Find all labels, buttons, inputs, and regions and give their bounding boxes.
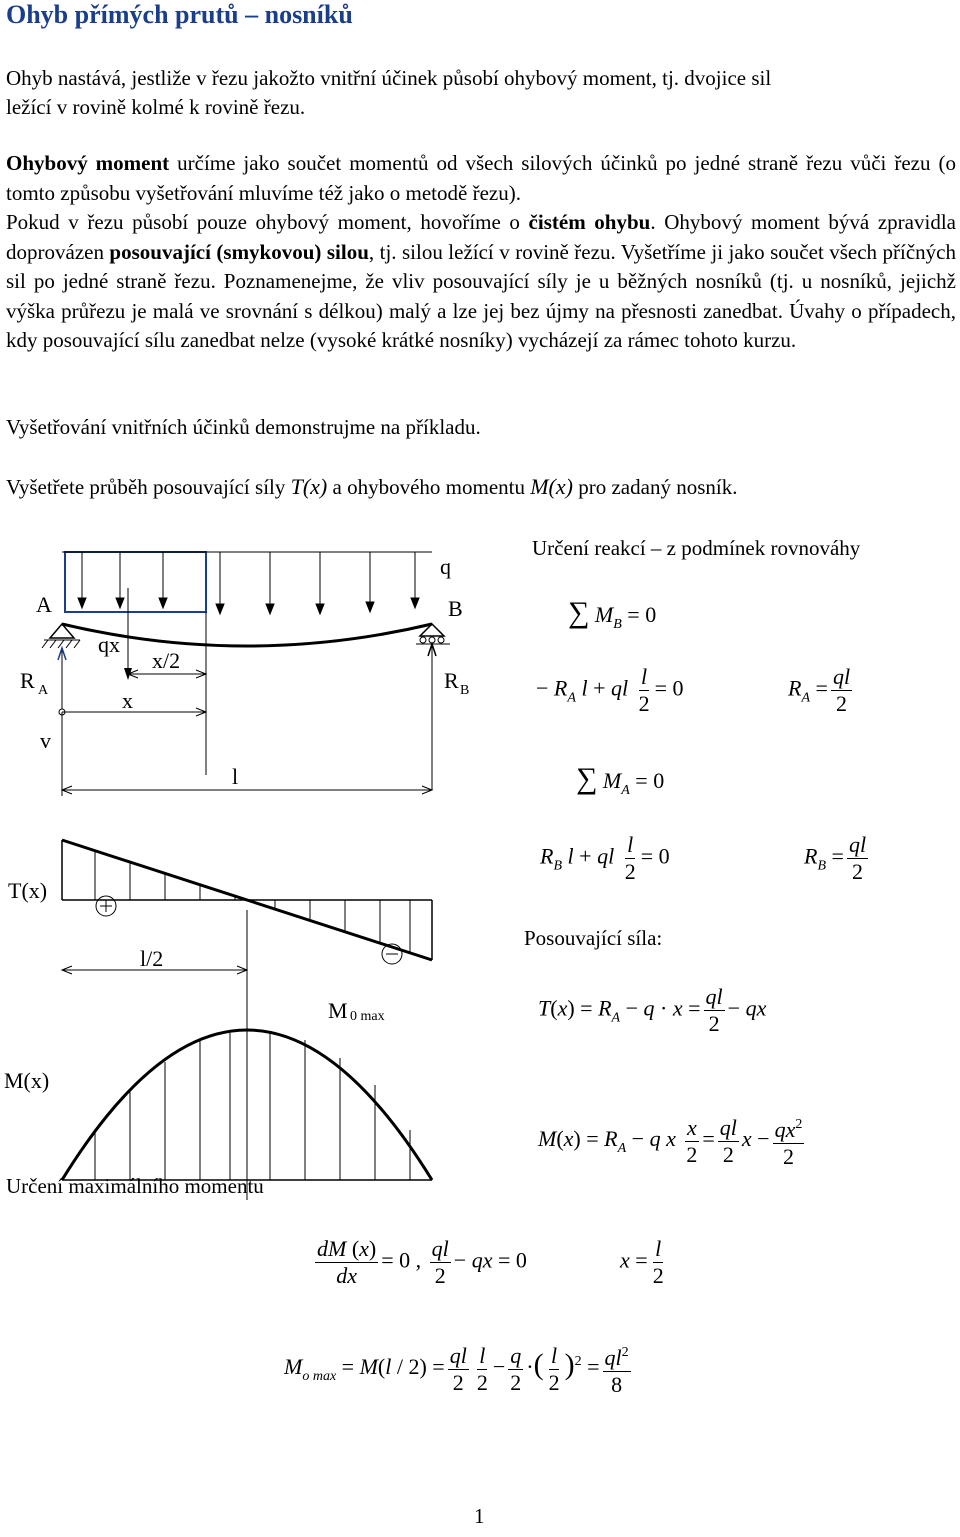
page-title: Ohyb přímých prutů – nosníků xyxy=(6,0,353,29)
para1-line2: ležící v rovině kolmé k rovině řezu. xyxy=(6,95,306,119)
max-moment-heading: Určení maximálního momentu xyxy=(6,1174,264,1198)
label-l: l xyxy=(232,764,239,789)
distributed-load-arrows xyxy=(78,552,419,614)
label-RA-sub: A xyxy=(38,683,49,698)
label-qx: qx xyxy=(98,632,120,657)
label-Mx: M(x) xyxy=(4,1068,50,1093)
page-number: 1 xyxy=(474,1504,485,1528)
eq-shear: $T(x) = R_A - q \cdot x$ = $\frac{ql}{2}$ − qx xyxy=(538,984,767,1036)
para2-text1: určíme jako součet momentů od všech silových účinků po jedné straně řezu vůči řezu (o tomto způsobu vyšetřování mluvíme též jako o metodě řezu). xyxy=(6,151,956,205)
label-M0max-sub: 0 max xyxy=(350,1009,385,1024)
eq-derivative: $\frac{dM (x)}{dx}$ = 0 , $\frac{ql}{2}$ − qx = 0 xyxy=(317,1236,527,1288)
eq-M-max: $M_{o max} = M(l / 2)$ = $\frac{ql}{2}$ $\frac{l}{2}$ − $\frac{q}{2}$ ·( $\frac{l}{2}$ )$^2$ = $\frac{ql^2}{8}$ xyxy=(284,1340,634,1398)
label-x: x xyxy=(122,688,133,713)
label-Tx: T(x) xyxy=(8,878,48,903)
eq-moment: $M(x) = R_A - q$ x $\frac{x}{2}$ = $\frac{ql}{2}$ x − $\frac{qx^2}{2}$ xyxy=(538,1112,807,1170)
para2-text2: Pokud v řezu působí pouze ohybový moment, hovoříme o xyxy=(6,210,529,234)
eq-RB-balance: $R_B$ l + ql $\frac{l}{2}$ = 0 xyxy=(540,832,670,884)
label-l-half: l/2 xyxy=(140,946,164,971)
task-text-b: a ohybového momentu xyxy=(332,475,525,499)
task-Tx: T(x) xyxy=(290,474,328,499)
shear-heading: Posouvající síla: xyxy=(524,926,663,950)
eq-RA-balance: − $R_A$ l + ql $\frac{l}{2}$ = 0 xyxy=(536,664,684,716)
label-q: q xyxy=(440,554,451,579)
task-line xyxy=(6,472,737,503)
task-Mx: M(x) xyxy=(530,474,573,499)
bold-term-bending-moment: Ohybový moment xyxy=(6,151,170,175)
label-x-half: x/2 xyxy=(152,648,181,673)
para2-text4: , tj. silou ležící v rovině řezu. Vyšetříme ji jako součet všech příčných sil po jedné straně řezu. Poznamenejme, že vliv posouvající síly je u běžných nosníků (tj. u nosníků, jejichž výška průřezu je malá ve srovnání s délkou) malý a lze jej bez újmy na přesnosti zanedbat. Úvahy o případech, kdy posouvající sílu zanedbat nelze (vysoké krátké nosníky) vycházejí za rámec tohoto kurzu. xyxy=(6,239,956,352)
label-RA: R xyxy=(20,668,35,693)
bold-term-shear-force: posouvající (smykovou) silou xyxy=(109,239,369,264)
eq-x-max: x = $\frac{l}{2}$ xyxy=(620,1236,664,1288)
para2 xyxy=(6,149,956,356)
label-M0max: M xyxy=(328,998,348,1023)
para2-text3: . Ohybový moment bývá zpravidla doprovázen xyxy=(6,210,956,264)
bold-term-pure-bending: čistém ohybu xyxy=(528,210,651,234)
label-RB-sub: B xyxy=(460,683,470,698)
reactions-heading: Určení reakcí – z podmínek rovnováhy xyxy=(532,536,861,560)
eq-sum-MA: ∑ $M_A = 0$ xyxy=(576,762,665,798)
eq-RA: $R_A$ = $\frac{ql}{2}$ xyxy=(788,664,851,716)
task-text-a: Vyšetřete průběh posouvající síly xyxy=(6,475,286,499)
label-B: B xyxy=(448,596,463,621)
label-RB: R xyxy=(444,668,459,693)
para1-line1: Ohyb nastává, jestliže v řezu jakožto vnitřní účinek působí ohybový moment, tj. dvojice sil xyxy=(6,66,772,90)
eq-RB: $R_B$ = $\frac{ql}{2}$ xyxy=(804,832,867,884)
label-v: v xyxy=(40,728,51,753)
load-section-box xyxy=(65,552,206,612)
eq-sum-MB: ∑ $M_B = 0$ xyxy=(568,596,657,632)
task-text-c: pro zadaný nosník. xyxy=(578,475,738,499)
para3: Vyšetřování vnitřních účinků demonstrujme na příkladu. xyxy=(6,415,481,439)
beam-diagram xyxy=(0,540,520,1200)
label-A: A xyxy=(36,592,52,617)
